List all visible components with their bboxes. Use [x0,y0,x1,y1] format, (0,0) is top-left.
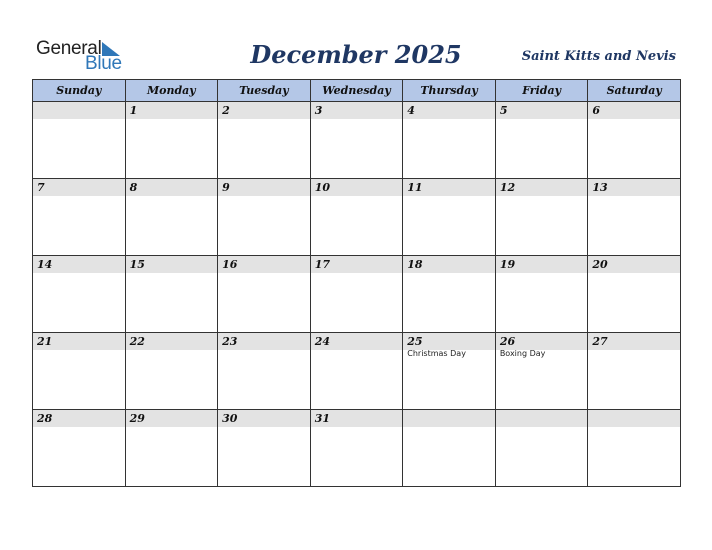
day-number: 3 [311,102,403,119]
day-cell[interactable] [33,179,126,256]
weekday-wednesday: Wednesday [310,80,403,102]
day-number: 5 [496,102,588,119]
day-cell[interactable] [495,179,588,256]
day-cell[interactable] [310,179,403,256]
day-number: 28 [33,410,125,427]
day-cell[interactable] [495,410,588,487]
day-cell[interactable] [403,102,496,179]
day-number: 17 [311,256,403,273]
weekday-friday: Friday [495,80,588,102]
day-cell[interactable] [218,102,311,179]
holiday-label: Christmas Day [407,349,466,358]
day-cell[interactable] [310,256,403,333]
day-cell[interactable] [403,333,496,410]
day-number: 13 [588,179,680,196]
week-row [33,179,681,256]
day-number [403,410,495,427]
day-cell[interactable] [403,179,496,256]
day-cell[interactable] [218,256,311,333]
day-cell[interactable] [495,333,588,410]
day-number: 7 [33,179,125,196]
day-number [496,410,588,427]
day-number: 19 [496,256,588,273]
logo-word-blue: Blue [85,53,122,74]
day-cell[interactable] [125,179,218,256]
weekday-tuesday: Tuesday [218,80,311,102]
day-number: 26 [496,333,588,350]
day-number: 4 [403,102,495,119]
day-number: 30 [218,410,310,427]
day-number [33,102,125,119]
day-number: 25 [403,333,495,350]
day-cell[interactable] [588,179,681,256]
day-number: 8 [126,179,218,196]
day-number: 1 [126,102,218,119]
day-number: 6 [588,102,680,119]
day-cell[interactable] [125,102,218,179]
day-cell[interactable] [125,333,218,410]
day-cell[interactable] [310,410,403,487]
day-cell[interactable] [33,102,126,179]
weekday-sunday: Sunday [33,80,126,102]
day-number: 22 [126,333,218,350]
day-cell[interactable] [403,410,496,487]
day-number: 23 [218,333,310,350]
day-number: 29 [126,410,218,427]
day-number: 21 [33,333,125,350]
day-number [588,410,680,427]
day-number: 20 [588,256,680,273]
day-cell[interactable] [588,410,681,487]
day-number: 12 [496,179,588,196]
day-number: 27 [588,333,680,350]
day-number: 16 [218,256,310,273]
calendar-grid [32,79,681,487]
day-cell[interactable] [125,410,218,487]
country-name: Saint Kitts and Nevis [521,49,676,64]
day-number: 24 [311,333,403,350]
weekday-header-row [33,80,681,102]
day-number: 31 [311,410,403,427]
day-cell[interactable] [495,256,588,333]
day-cell[interactable] [125,256,218,333]
day-cell[interactable] [588,256,681,333]
logo-word-general: General [36,38,102,59]
day-cell[interactable] [33,410,126,487]
day-cell[interactable] [403,256,496,333]
page-title: December 2025 [250,40,462,69]
day-cell[interactable] [588,102,681,179]
day-cell[interactable] [218,179,311,256]
week-row [33,256,681,333]
day-number: 2 [218,102,310,119]
weekday-monday: Monday [125,80,218,102]
day-cell[interactable] [218,410,311,487]
day-number: 9 [218,179,310,196]
holiday-label: Boxing Day [499,349,546,358]
day-cell[interactable] [218,333,311,410]
day-number: 15 [126,256,218,273]
weekday-saturday: Saturday [588,80,681,102]
day-cell[interactable] [310,102,403,179]
day-cell[interactable] [588,333,681,410]
day-cell[interactable] [33,256,126,333]
day-cell[interactable] [310,333,403,410]
day-number: 14 [33,256,125,273]
week-row [33,410,681,487]
week-row [33,333,681,410]
weekday-thursday: Thursday [403,80,496,102]
day-number: 11 [403,179,495,196]
day-cell[interactable] [495,102,588,179]
day-number: 18 [403,256,495,273]
week-row [33,102,681,179]
day-cell[interactable] [33,333,126,410]
day-number: 10 [311,179,403,196]
